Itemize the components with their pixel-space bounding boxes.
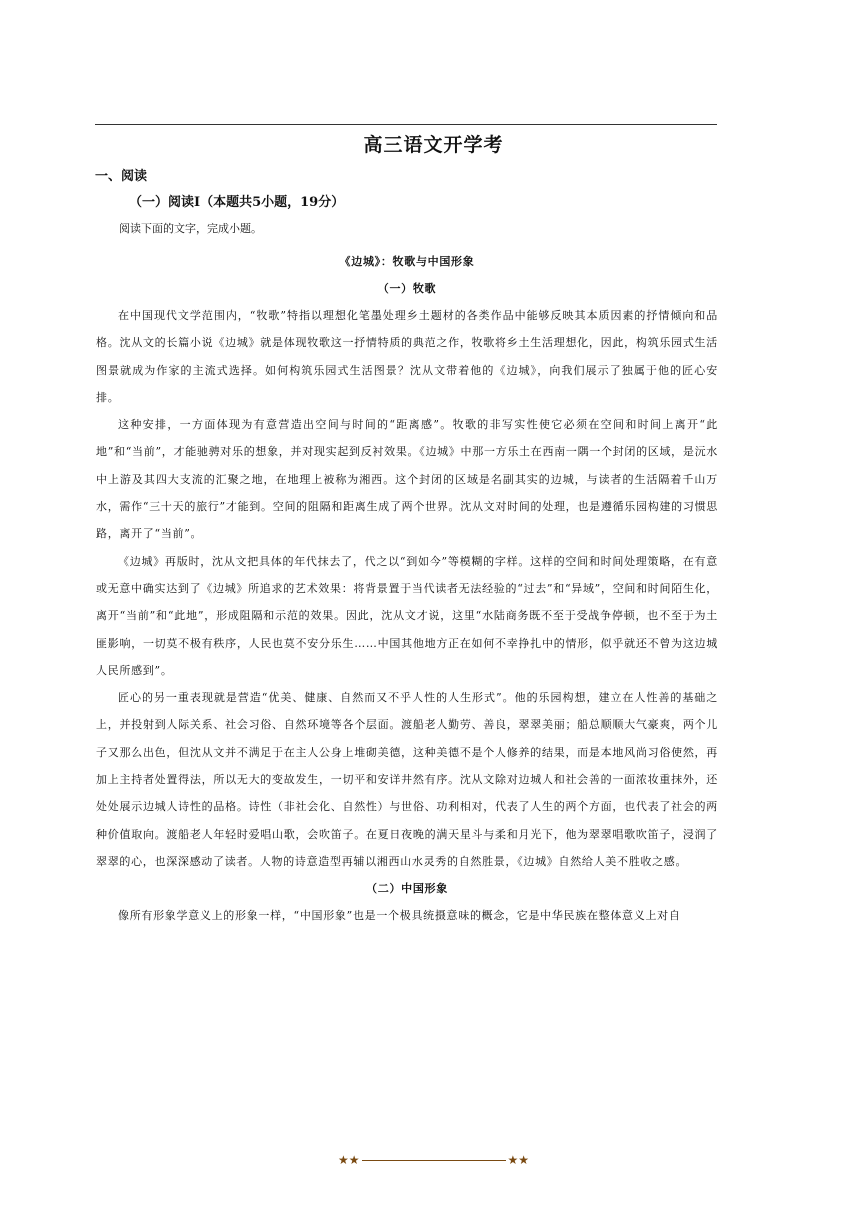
- star-icon: ★★: [337, 1153, 360, 1167]
- article-paragraph: 匠心的另一重表现就是营造“优美、健康、自然而又不乎人性的人生形式”。他的乐园构想，建立在人性善的基础之上，并投射到人际关系、社会习俗、自然环境等各个层面。渡船老人勤劳、善良，翠翠美丽；船总顺顺大气豪爽，两个儿子又那么出色，但沈从文并不满足于在主人公身上堆砌美德，这种美德不是个人修养的结果，而是本地风尚习俗使然，再加上主持者处置得法，所以无大的变故发生，一切平和安详井然有序。沈从文除对边城人和社会善的一面浓妆重抹外，还处处展示边城人诗性的品格。诗性（非社会化、自然性）与世俗、功利相对，代表了人生的两个方面，也代表了社会的两种价值取向。渡船老人年轻时爱唱山歌，会吹笛子。在夏日夜晚的满天星斗与柔和月光下，他为翠翠唱歌吹笛子，浸润了翠翠的心，也深深感动了读者。人物的诗意造型再辅以湘西山水灵秀的自然胜景，《边城》自然给人美不胜收之感。: [96, 691, 718, 868]
- article-paragraph: 在中国现代文学范围内，“牧歌”特指以理想化笔墨处理乡土题材的各类作品中能够反映其本质因素的抒情倾向和品格。沈从文的长篇小说《边城》就是体现牧歌这一抒情特质的典范之作，牧歌将乡土生活理想化，因此，构筑乐园式生活图景就成为作家的主流式选择。如何构筑乐园式生活图景？沈从文带着他的《边城》，向我们展示了独属于他的匠心安排。: [96, 309, 718, 404]
- footer-ornament: [0, 1150, 867, 1170]
- ornament-line: [362, 1160, 506, 1161]
- star-icon: ★★: [507, 1153, 530, 1167]
- article-title: 《边城》：牧歌与中国形象: [339, 255, 475, 268]
- subsection-heading: （一）阅读Ⅰ（本题共5小题，19分）: [129, 195, 345, 210]
- reading-article: [96, 248, 718, 930]
- section-heading: 一、阅读: [95, 169, 148, 184]
- part-heading-pastoral: （一）牧歌: [377, 282, 437, 295]
- article-paragraph: 这种安排，一方面体现为有意营造出空间与时间的“距离感”。牧歌的非写实性使它必须在空间和时间上离开“此地”和“当前”，才能驰骋对乐的想象，并对现实起到反衬效果。《边城》中那一方乐土在西南一隅一个封闭的区域，是沅水中上游及其四大支流的汇聚之地，在地理上被称为湘西。这个封闭的区域是名副其实的边城，与读者的生活隔着千山万水，需作“三十天的旅行”才能到。空间的阻隔和距离生成了两个世界。沈从文对时间的处理，也是遵循乐园构建的习惯思路，离开了“当前”。: [96, 418, 718, 541]
- article-paragraph: 《边城》再版时，沈从文把具体的年代抹去了，代之以“到如今”等模糊的字样。这样的空间和时间处理策略，在有意或无意中确实达到了《边城》所追求的艺术效果：将背景置于当代读者无法经验的“过去”和“异域”，空间和时间陌生化，离开“当前”和“此地”，形成阻隔和示范的效果。因此，沈从文才说，这里“水陆商务既不至于受战争停顿，也不至于为土匪影响，一切莫不极有秩序，人民也莫不安分乐生……中国其他地方正在如何不幸挣扎中的情形，似乎就还不曾为这边城人民所感到”。: [96, 554, 718, 677]
- reading-instruction: 阅读下面的文字，完成小题。: [119, 222, 262, 235]
- header-rule: [95, 124, 717, 125]
- part-heading-china-image: （二）中国形象: [366, 882, 448, 896]
- exam-title: 高三语文开学考: [363, 134, 504, 156]
- article-paragraph: 像所有形象学意义上的形象一样，“中国形象”也是一个极具统摄意味的概念，它是中华民族在整体意义上对自: [118, 909, 681, 923]
